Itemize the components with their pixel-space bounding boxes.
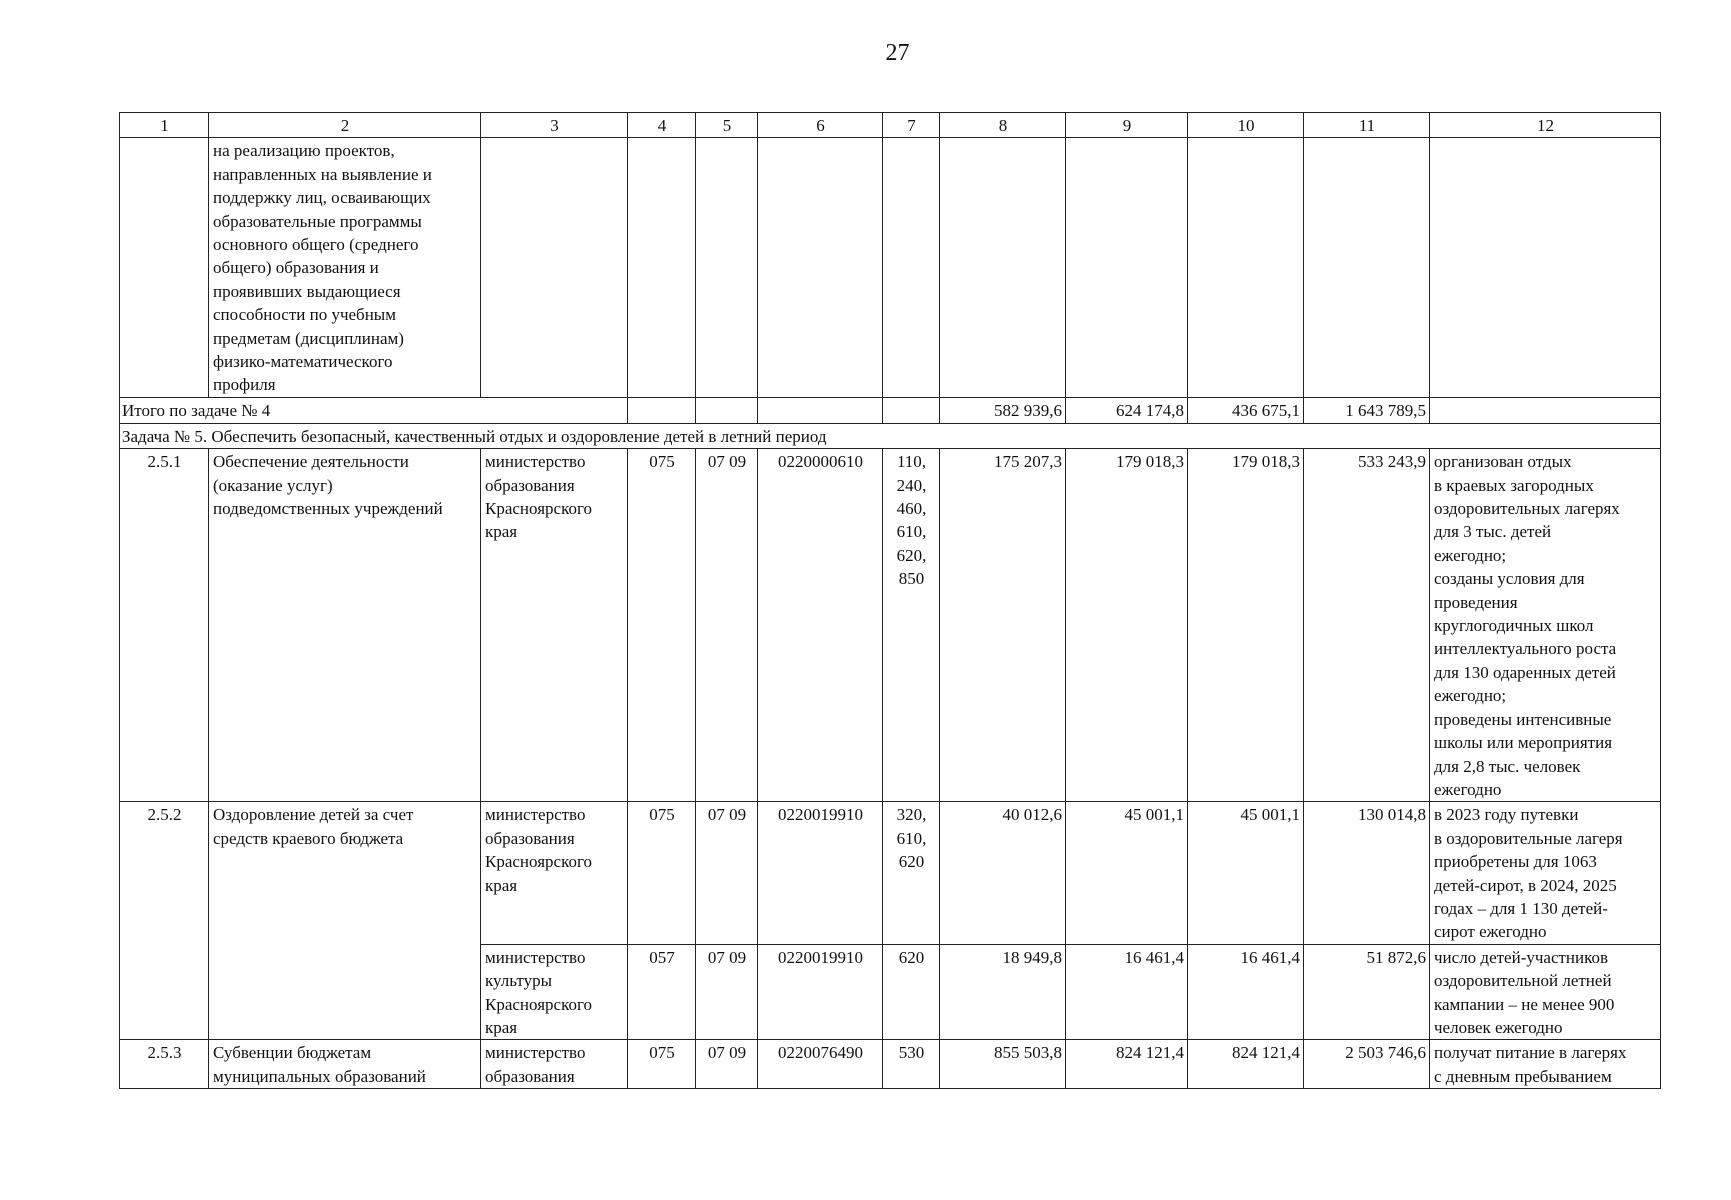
row-grbs: 075 bbox=[628, 802, 696, 944]
row-col10: 824 121,4 bbox=[1188, 1040, 1304, 1089]
row-rzpr: 07 09 bbox=[696, 1040, 758, 1089]
row-vr: 110, 240, 460, 610, 620, 850 bbox=[883, 449, 940, 802]
column-number-row bbox=[120, 113, 1661, 138]
row-col9: 16 461,4 bbox=[1066, 944, 1188, 1040]
row-name: Субвенции бюджетам муниципальных образований bbox=[209, 1040, 481, 1089]
page-number: 27 bbox=[885, 40, 910, 66]
column-header: 10 bbox=[1188, 113, 1304, 138]
column-header: 7 bbox=[883, 113, 940, 138]
budget-table bbox=[119, 112, 1661, 1089]
row-col11: 2 503 746,6 bbox=[1304, 1040, 1430, 1089]
row-result: организован отдых в краевых загородных оздоровительных лагерях для 3 тыс. детей ежегодно; созданы условия для проведения круглогодичных школ интеллектуального роста для 130 одаренных детей ежегодно; проведены интенсивные школы или мероприятия для 2,8 тыс. человек ежегодно bbox=[1430, 449, 1661, 802]
table-row-continuation bbox=[120, 138, 1661, 398]
row-csr: 0220076490 bbox=[758, 1040, 883, 1089]
row-col11: 533 243,9 bbox=[1304, 449, 1430, 802]
row-grbs: 057 bbox=[628, 944, 696, 1040]
row-col9: 824 121,4 bbox=[1066, 1040, 1188, 1089]
row-col10: 179 018,3 bbox=[1188, 449, 1304, 802]
row-result: число детей-участников оздоровительной летней кампании – не менее 900 человек ежегодно bbox=[1430, 944, 1661, 1040]
row-col9: 45 001,1 bbox=[1066, 802, 1188, 944]
row-result: получат питание в лагерях с дневным пребыванием bbox=[1430, 1040, 1661, 1089]
total-col8: 582 939,6 bbox=[940, 398, 1066, 423]
row-grbs: 075 bbox=[628, 1040, 696, 1089]
column-header: 4 bbox=[628, 113, 696, 138]
row-col8: 175 207,3 bbox=[940, 449, 1066, 802]
row-organization: министерство образования bbox=[481, 1040, 628, 1089]
row-number: 2.5.1 bbox=[120, 449, 209, 802]
row-name: Оздоровление детей за счет средств краевого бюджета bbox=[209, 802, 481, 1040]
continued-name-cell: на реализацию проектов, направленных на выявление и поддержку лиц, осваивающих образовательные программы основного общего (среднего общего) образования и проявивших выдающиеся способности по учебным предметам (дисциплинам) физико-математического профиля bbox=[209, 138, 481, 398]
column-header: 6 bbox=[758, 113, 883, 138]
column-header: 1 bbox=[120, 113, 209, 138]
row-grbs: 075 bbox=[628, 449, 696, 802]
row-rzpr: 07 09 bbox=[696, 449, 758, 802]
total-col11: 1 643 789,5 bbox=[1304, 398, 1430, 423]
table-row-2-5-3 bbox=[120, 1040, 1661, 1089]
row-organization: министерство образования Красноярского края bbox=[481, 802, 628, 944]
row-col8: 855 503,8 bbox=[940, 1040, 1066, 1089]
column-header: 8 bbox=[940, 113, 1066, 138]
table-row-2-5-1 bbox=[120, 449, 1661, 802]
row-col8: 18 949,8 bbox=[940, 944, 1066, 1040]
table-row-2-5-2 bbox=[120, 802, 1661, 944]
row-vr: 620 bbox=[883, 944, 940, 1040]
task5-title: Задача № 5. Обеспечить безопасный, качественный отдых и оздоровление детей в летний период bbox=[120, 423, 1661, 448]
row-col11: 51 872,6 bbox=[1304, 944, 1430, 1040]
row-vr: 530 bbox=[883, 1040, 940, 1089]
column-header: 5 bbox=[696, 113, 758, 138]
row-vr: 320, 610, 620 bbox=[883, 802, 940, 944]
column-header: 2 bbox=[209, 113, 481, 138]
row-rzpr: 07 09 bbox=[696, 802, 758, 944]
row-col10: 16 461,4 bbox=[1188, 944, 1304, 1040]
total-col10: 436 675,1 bbox=[1188, 398, 1304, 423]
row-csr: 0220000610 bbox=[758, 449, 883, 802]
row-col11: 130 014,8 bbox=[1304, 802, 1430, 944]
row-rzpr: 07 09 bbox=[696, 944, 758, 1040]
column-header: 9 bbox=[1066, 113, 1188, 138]
row-col10: 45 001,1 bbox=[1188, 802, 1304, 944]
column-header: 12 bbox=[1430, 113, 1661, 138]
row-name: Обеспечение деятельности (оказание услуг) подведомственных учреждений bbox=[209, 449, 481, 802]
column-header: 11 bbox=[1304, 113, 1430, 138]
row-csr: 0220019910 bbox=[758, 802, 883, 944]
row-col8: 40 012,6 bbox=[940, 802, 1066, 944]
column-header: 3 bbox=[481, 113, 628, 138]
row-csr: 0220019910 bbox=[758, 944, 883, 1040]
row-number: 2.5.3 bbox=[120, 1040, 209, 1089]
table-row-task5-heading bbox=[120, 423, 1661, 448]
row-organization: министерство образования Красноярского края bbox=[481, 449, 628, 802]
table-row-total-task4 bbox=[120, 398, 1661, 423]
row-number: 2.5.2 bbox=[120, 802, 209, 1040]
total-col9: 624 174,8 bbox=[1066, 398, 1188, 423]
row-organization: министерство культуры Красноярского края bbox=[481, 944, 628, 1040]
total-label: Итого по задаче № 4 bbox=[120, 398, 628, 423]
row-result: в 2023 году путевки в оздоровительные лагеря приобретены для 1063 детей-сирот, в 2024, 2025 годах – для 1 130 детей- сирот ежегодно bbox=[1430, 802, 1661, 944]
row-col9: 179 018,3 bbox=[1066, 449, 1188, 802]
